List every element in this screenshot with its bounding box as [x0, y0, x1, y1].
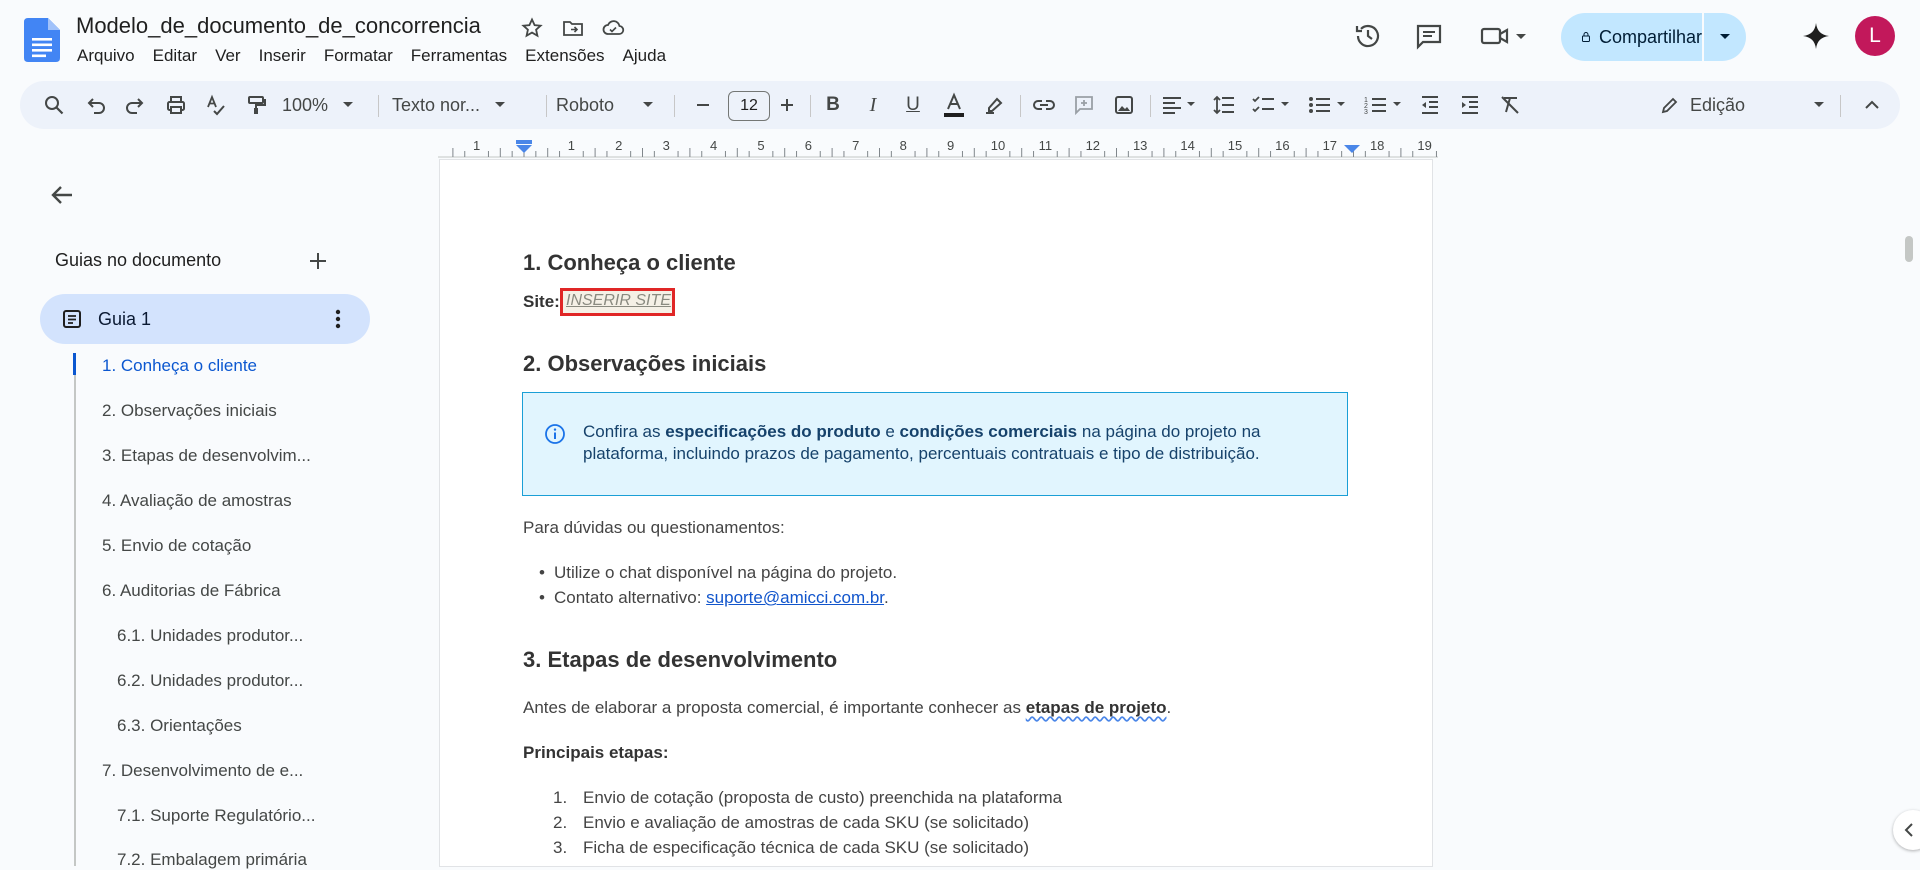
paint-format-icon[interactable]	[242, 91, 270, 119]
toolbar	[20, 81, 1900, 129]
list-item: Envio de cotação (proposta de custo) preenchida na plataforma	[583, 788, 1063, 807]
intro-paragraph	[523, 698, 1171, 718]
ruler-number: 11	[1038, 138, 1053, 153]
chevron-left-icon	[1903, 822, 1915, 838]
steps-title: Principais etapas:	[523, 743, 669, 762]
svg-text:1: 1	[1364, 97, 1368, 104]
ruler-number: 19	[1417, 138, 1432, 153]
line-spacing-icon[interactable]	[1210, 91, 1238, 119]
menu-ferramentas[interactable]: Ferramentas	[410, 46, 508, 65]
numbered-list-select[interactable]	[1362, 91, 1408, 119]
version-history-icon[interactable]	[1352, 20, 1384, 52]
ruler-number: 1	[567, 138, 576, 153]
bullet-item: Utilize o chat disponível na página do projeto.	[554, 563, 898, 582]
outline-item[interactable]: 2. Observações iniciais	[102, 401, 277, 420]
outline-item[interactable]: 3. Etapas de desenvolvim...	[102, 446, 311, 465]
chevron-down-icon	[1813, 101, 1825, 109]
outline-item[interactable]: 7.2. Embalagem primária	[117, 850, 307, 869]
decrease-font-size-button[interactable]	[690, 91, 716, 119]
outline-item[interactable]: 4. Avaliação de amostras	[102, 491, 292, 510]
bullet-item	[554, 588, 889, 608]
doubts-paragraph: Para dúvidas ou questionamentos:	[523, 518, 785, 537]
divider	[674, 95, 675, 117]
spellcheck-icon[interactable]	[202, 91, 230, 119]
hide-menus-icon[interactable]	[1858, 91, 1886, 119]
redo-icon[interactable]	[121, 91, 149, 119]
checklist-select[interactable]	[1250, 91, 1296, 119]
avatar[interactable]: L	[1855, 16, 1895, 56]
divider	[1150, 95, 1151, 117]
docs-logo-icon[interactable]	[24, 18, 60, 62]
title-bar	[0, 0, 1920, 76]
outline-item[interactable]: 7.1. Suporte Regulatório...	[117, 806, 316, 825]
share-dropdown-button[interactable]	[1704, 13, 1746, 61]
menu-editar[interactable]: Editar	[152, 46, 198, 65]
menu-ver[interactable]: Ver	[215, 46, 241, 65]
pencil-icon	[1660, 95, 1680, 115]
divider	[1840, 95, 1841, 117]
chevron-down-icon	[1718, 32, 1732, 42]
bullet-text: .	[884, 588, 889, 607]
show-side-panel-button[interactable]	[1893, 810, 1920, 850]
outline-active-indicator	[73, 353, 76, 375]
menu-arquivo[interactable]: Arquivo	[77, 46, 135, 65]
style-select[interactable]	[392, 91, 532, 119]
menu-extensoes[interactable]: Extensões	[525, 46, 605, 65]
star-icon[interactable]	[520, 16, 544, 40]
align-select[interactable]	[1160, 91, 1200, 119]
tab-label: Guia 1	[98, 309, 152, 329]
ruler-number: 6	[804, 138, 813, 153]
list-number: 1.	[553, 788, 568, 807]
outline-track	[74, 354, 76, 866]
share-label: Compartilhar	[1598, 26, 1702, 47]
scrollbar-thumb[interactable]	[1905, 236, 1913, 262]
list-number: 3.	[553, 838, 568, 857]
ruler-number: 18	[1369, 138, 1385, 153]
share-main-button[interactable]	[1561, 13, 1704, 61]
svg-text:3: 3	[1364, 109, 1368, 116]
callout-text-part: e	[880, 422, 900, 441]
callout-text-part: Confira as	[583, 422, 666, 441]
document-page[interactable]	[440, 160, 1432, 866]
underline-button[interactable]: U	[906, 94, 920, 115]
intro-text: Antes de elaborar a proposta comercial, é importante conhecer as	[523, 698, 1026, 717]
bullet-list-select[interactable]	[1306, 91, 1352, 119]
decrease-indent-icon[interactable]	[1416, 91, 1444, 119]
ruler-number: 3	[662, 138, 670, 153]
menu-formatar[interactable]: Formatar	[323, 46, 393, 65]
cloud-saved-icon[interactable]	[601, 16, 625, 40]
callout-bold-text: condições comerciais	[899, 422, 1078, 441]
divider	[1020, 95, 1021, 117]
ruler-number: 8	[899, 138, 907, 153]
heading-1: 1. Conheça o cliente	[523, 250, 736, 275]
info-callout	[522, 392, 1348, 496]
heading-2: 2. Observações iniciais	[523, 351, 767, 376]
ruler-number: 9	[946, 138, 955, 153]
font-select[interactable]	[556, 91, 666, 119]
add-tab-icon[interactable]	[305, 248, 331, 274]
svg-text:2: 2	[1364, 103, 1368, 110]
bullet-dot: •	[539, 563, 545, 582]
ruler-number: 12	[1085, 138, 1101, 153]
insert-image-icon[interactable]	[1110, 91, 1138, 119]
outline-item[interactable]: 6.2. Unidades produtor...	[117, 671, 304, 690]
tab-guia-1[interactable]	[40, 294, 370, 344]
bold-button[interactable]: B	[826, 94, 840, 115]
ruler-number: 2	[615, 138, 623, 153]
ruler-number: 13	[1132, 138, 1148, 153]
increase-indent-icon[interactable]	[1456, 91, 1484, 119]
heading-3: 3. Etapas de desenvolvimento	[523, 647, 838, 672]
outline-item[interactable]: 6. Auditorias de Fábrica	[102, 581, 281, 600]
zoom-value: 100%	[282, 94, 329, 115]
editing-mode-select[interactable]	[1660, 89, 1840, 121]
site-placeholder-field[interactable]	[560, 288, 675, 316]
share-button[interactable]	[1561, 13, 1746, 61]
list-item: Ficha de especificação técnica de cada SKU (se solicitado)	[583, 838, 1030, 857]
highlight-color-icon[interactable]	[980, 91, 1008, 119]
ruler-number: 4	[709, 138, 718, 153]
chevron-down-icon	[642, 101, 654, 109]
support-email-link[interactable]: suporte@amicci.com.br	[706, 588, 885, 607]
undo-icon[interactable]	[82, 91, 110, 119]
ruler-number: 15	[1227, 138, 1243, 153]
site-placeholder-text: INSERIR SITE	[566, 292, 671, 309]
intro-bold-text: etapas de projeto	[1025, 698, 1167, 717]
tabs-title: Guias no documento	[55, 250, 222, 270]
menu-ajuda[interactable]: Ajuda	[622, 46, 667, 65]
callout-bold-text: especificações do produto	[665, 422, 881, 441]
more-options-icon[interactable]	[334, 308, 342, 330]
callout-text	[583, 421, 1323, 465]
menu-inserir[interactable]: Inserir	[258, 46, 306, 65]
chevron-down-icon	[494, 101, 506, 109]
back-arrow-icon[interactable]	[48, 181, 76, 209]
list-item: Envio e avaliação de amostras de cada SKU (se solicitado)	[583, 813, 1030, 832]
bullet-text: Contato alternativo:	[554, 588, 707, 607]
site-label: Site:	[523, 292, 560, 311]
document-tabs-sidebar	[20, 160, 440, 869]
outline-item[interactable]: 7. Desenvolvimento de e...	[102, 761, 304, 780]
ruler-number: 7	[852, 138, 860, 153]
print-icon[interactable]	[162, 91, 190, 119]
lock-icon	[1581, 26, 1591, 48]
ruler-number: 16	[1275, 138, 1290, 153]
meet-video-icon[interactable]	[1478, 20, 1530, 52]
document-tab-icon	[62, 309, 82, 329]
callout-text-part: na página do projeto na plataforma, incluindo prazos de pagamento, percentuais contratuais e tipo de distribuição.	[583, 422, 1261, 463]
ruler-number: 14	[1180, 138, 1195, 153]
intro-text: .	[1166, 698, 1172, 717]
ruler-number: 1	[472, 138, 481, 153]
outline-item[interactable]: 6.3. Orientações	[117, 716, 242, 735]
first-line-indent-marker[interactable]	[516, 140, 532, 144]
increase-font-size-button[interactable]	[774, 91, 800, 119]
clear-formatting-icon[interactable]	[1496, 91, 1524, 119]
style-value: Texto nor...	[392, 94, 481, 115]
ruler-number: 10	[990, 138, 1006, 153]
comments-icon[interactable]	[1413, 20, 1445, 52]
list-number: 2.	[553, 813, 568, 832]
menu-bar	[68, 44, 675, 68]
ruler-number: 17	[1322, 138, 1338, 153]
left-indent-marker[interactable]	[516, 145, 532, 153]
font-value: Roboto	[556, 94, 615, 115]
chevron-down-icon	[342, 101, 354, 109]
bullet-dot: •	[539, 588, 545, 607]
right-indent-marker[interactable]	[1344, 145, 1360, 153]
zoom-select[interactable]	[282, 91, 362, 119]
document-title[interactable]: Modelo_de_documento_de_concorrencia	[76, 13, 481, 38]
font-size-input[interactable]: 12	[728, 91, 770, 121]
text-color-button[interactable]	[940, 91, 968, 119]
move-folder-icon[interactable]	[561, 16, 585, 40]
info-icon	[544, 423, 566, 445]
gemini-sparkle-icon[interactable]	[1800, 20, 1832, 52]
outline-item[interactable]: 6.1. Unidades produtor...	[117, 626, 304, 645]
insert-link-icon[interactable]	[1030, 91, 1058, 119]
mode-value: Edição	[1690, 94, 1746, 115]
outline-item[interactable]: 5. Envio de cotação	[102, 536, 252, 555]
divider	[546, 95, 547, 117]
italic-button[interactable]: I	[869, 93, 877, 116]
divider	[810, 95, 811, 117]
outline-item[interactable]: 1. Conheça o cliente	[102, 356, 257, 375]
search-menus-icon[interactable]	[40, 91, 68, 119]
horizontal-ruler[interactable]	[438, 136, 1438, 160]
ruler-number: 5	[757, 138, 765, 153]
add-comment-icon[interactable]	[1070, 91, 1098, 119]
divider	[378, 95, 379, 117]
